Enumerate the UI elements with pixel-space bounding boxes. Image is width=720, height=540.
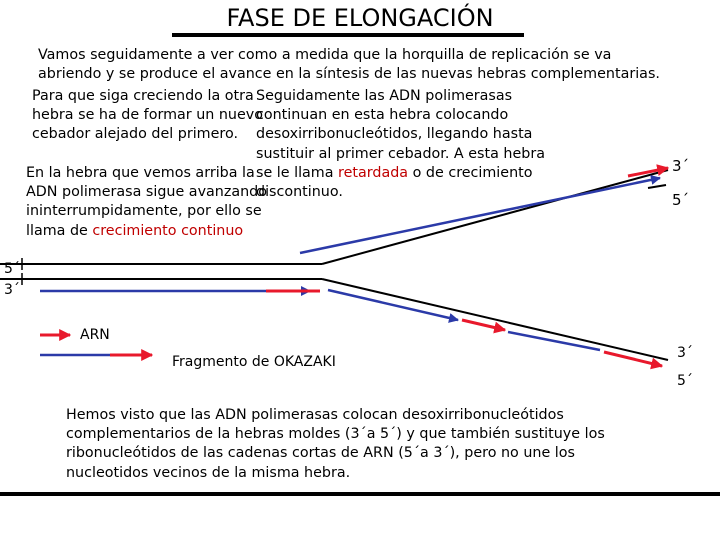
text-line: Para que siga creciendo la otra <box>32 88 254 104</box>
leading-strand-new <box>300 178 660 253</box>
text-line: complementarios de la hebras moldes (3´a 5´) y que también sustituye los <box>66 426 605 443</box>
okazaki-fragment-rna <box>462 320 505 330</box>
text-line: continuan en esta hebra colocando <box>256 107 509 124</box>
lagging-strand-term: retardada <box>338 164 409 181</box>
text-line: ribonucleótidos de las cadenas cortas de ARN (5´a 3´), pero no une los <box>66 445 575 462</box>
upper-fork-arm <box>322 170 668 264</box>
page-title: FASE DE ELONGACIÓN <box>226 4 494 32</box>
text-line: En la hebra que vemos arriba la <box>26 165 255 181</box>
text-fragment: llama de <box>26 222 93 239</box>
label-3-prime-upper: 3´ <box>672 157 690 175</box>
text-line: discontinuo. <box>256 184 343 201</box>
label-3-prime-left: 3´ <box>4 282 20 298</box>
label-5-prime-lower: 5´ <box>677 373 693 389</box>
intro-line: abriendo y se produce el avance en la síntesis de las nuevas hebras complementarias. <box>38 66 660 83</box>
okazaki-fragment-rna <box>604 352 662 366</box>
text-line: cebador alejado del primero. <box>32 126 239 143</box>
text-line: hebra se ha de formar un nuevo <box>32 107 263 124</box>
text-line: nucleotidos vecinos de la misma hebra. <box>66 464 351 481</box>
legend-okazaki-label: Fragmento de OKAZAKI <box>172 354 336 370</box>
text-line: ADN polimerasa sigue avanzando <box>26 184 268 201</box>
lower-fork-arm <box>322 279 668 360</box>
text-fragment: o de crecimiento <box>408 164 533 181</box>
bottom-rule <box>0 492 720 496</box>
text-line: Hemos visto que las ADN polimerasas colocan desoxirribonucleótidos <box>66 407 564 423</box>
label-5-prime-upper: 5´ <box>672 191 690 209</box>
summary-text <box>66 406 605 483</box>
label-5-prime-left: 5´ <box>4 261 20 277</box>
text-line: sustituir al primer cebador. A esta hebra <box>256 145 545 162</box>
legend-arn-label: ARN <box>80 327 110 343</box>
text-fragment: se le llama <box>256 164 339 181</box>
intro-line: Vamos seguidamente a ver como a medida que la horquilla de replicación se va <box>38 47 612 63</box>
leading-strand-term: crecimiento continuo <box>92 222 244 239</box>
text-line: Seguidamente las ADN polimerasas <box>256 88 513 104</box>
text-line: ininterrumpidamente, por ello se <box>26 203 262 220</box>
okazaki-fragment <box>328 290 458 320</box>
leading-strand-end <box>648 185 666 188</box>
label-3-prime-lower: 3´ <box>677 345 693 361</box>
text-line: desoxirribonucleótidos, llegando hasta <box>256 126 533 143</box>
